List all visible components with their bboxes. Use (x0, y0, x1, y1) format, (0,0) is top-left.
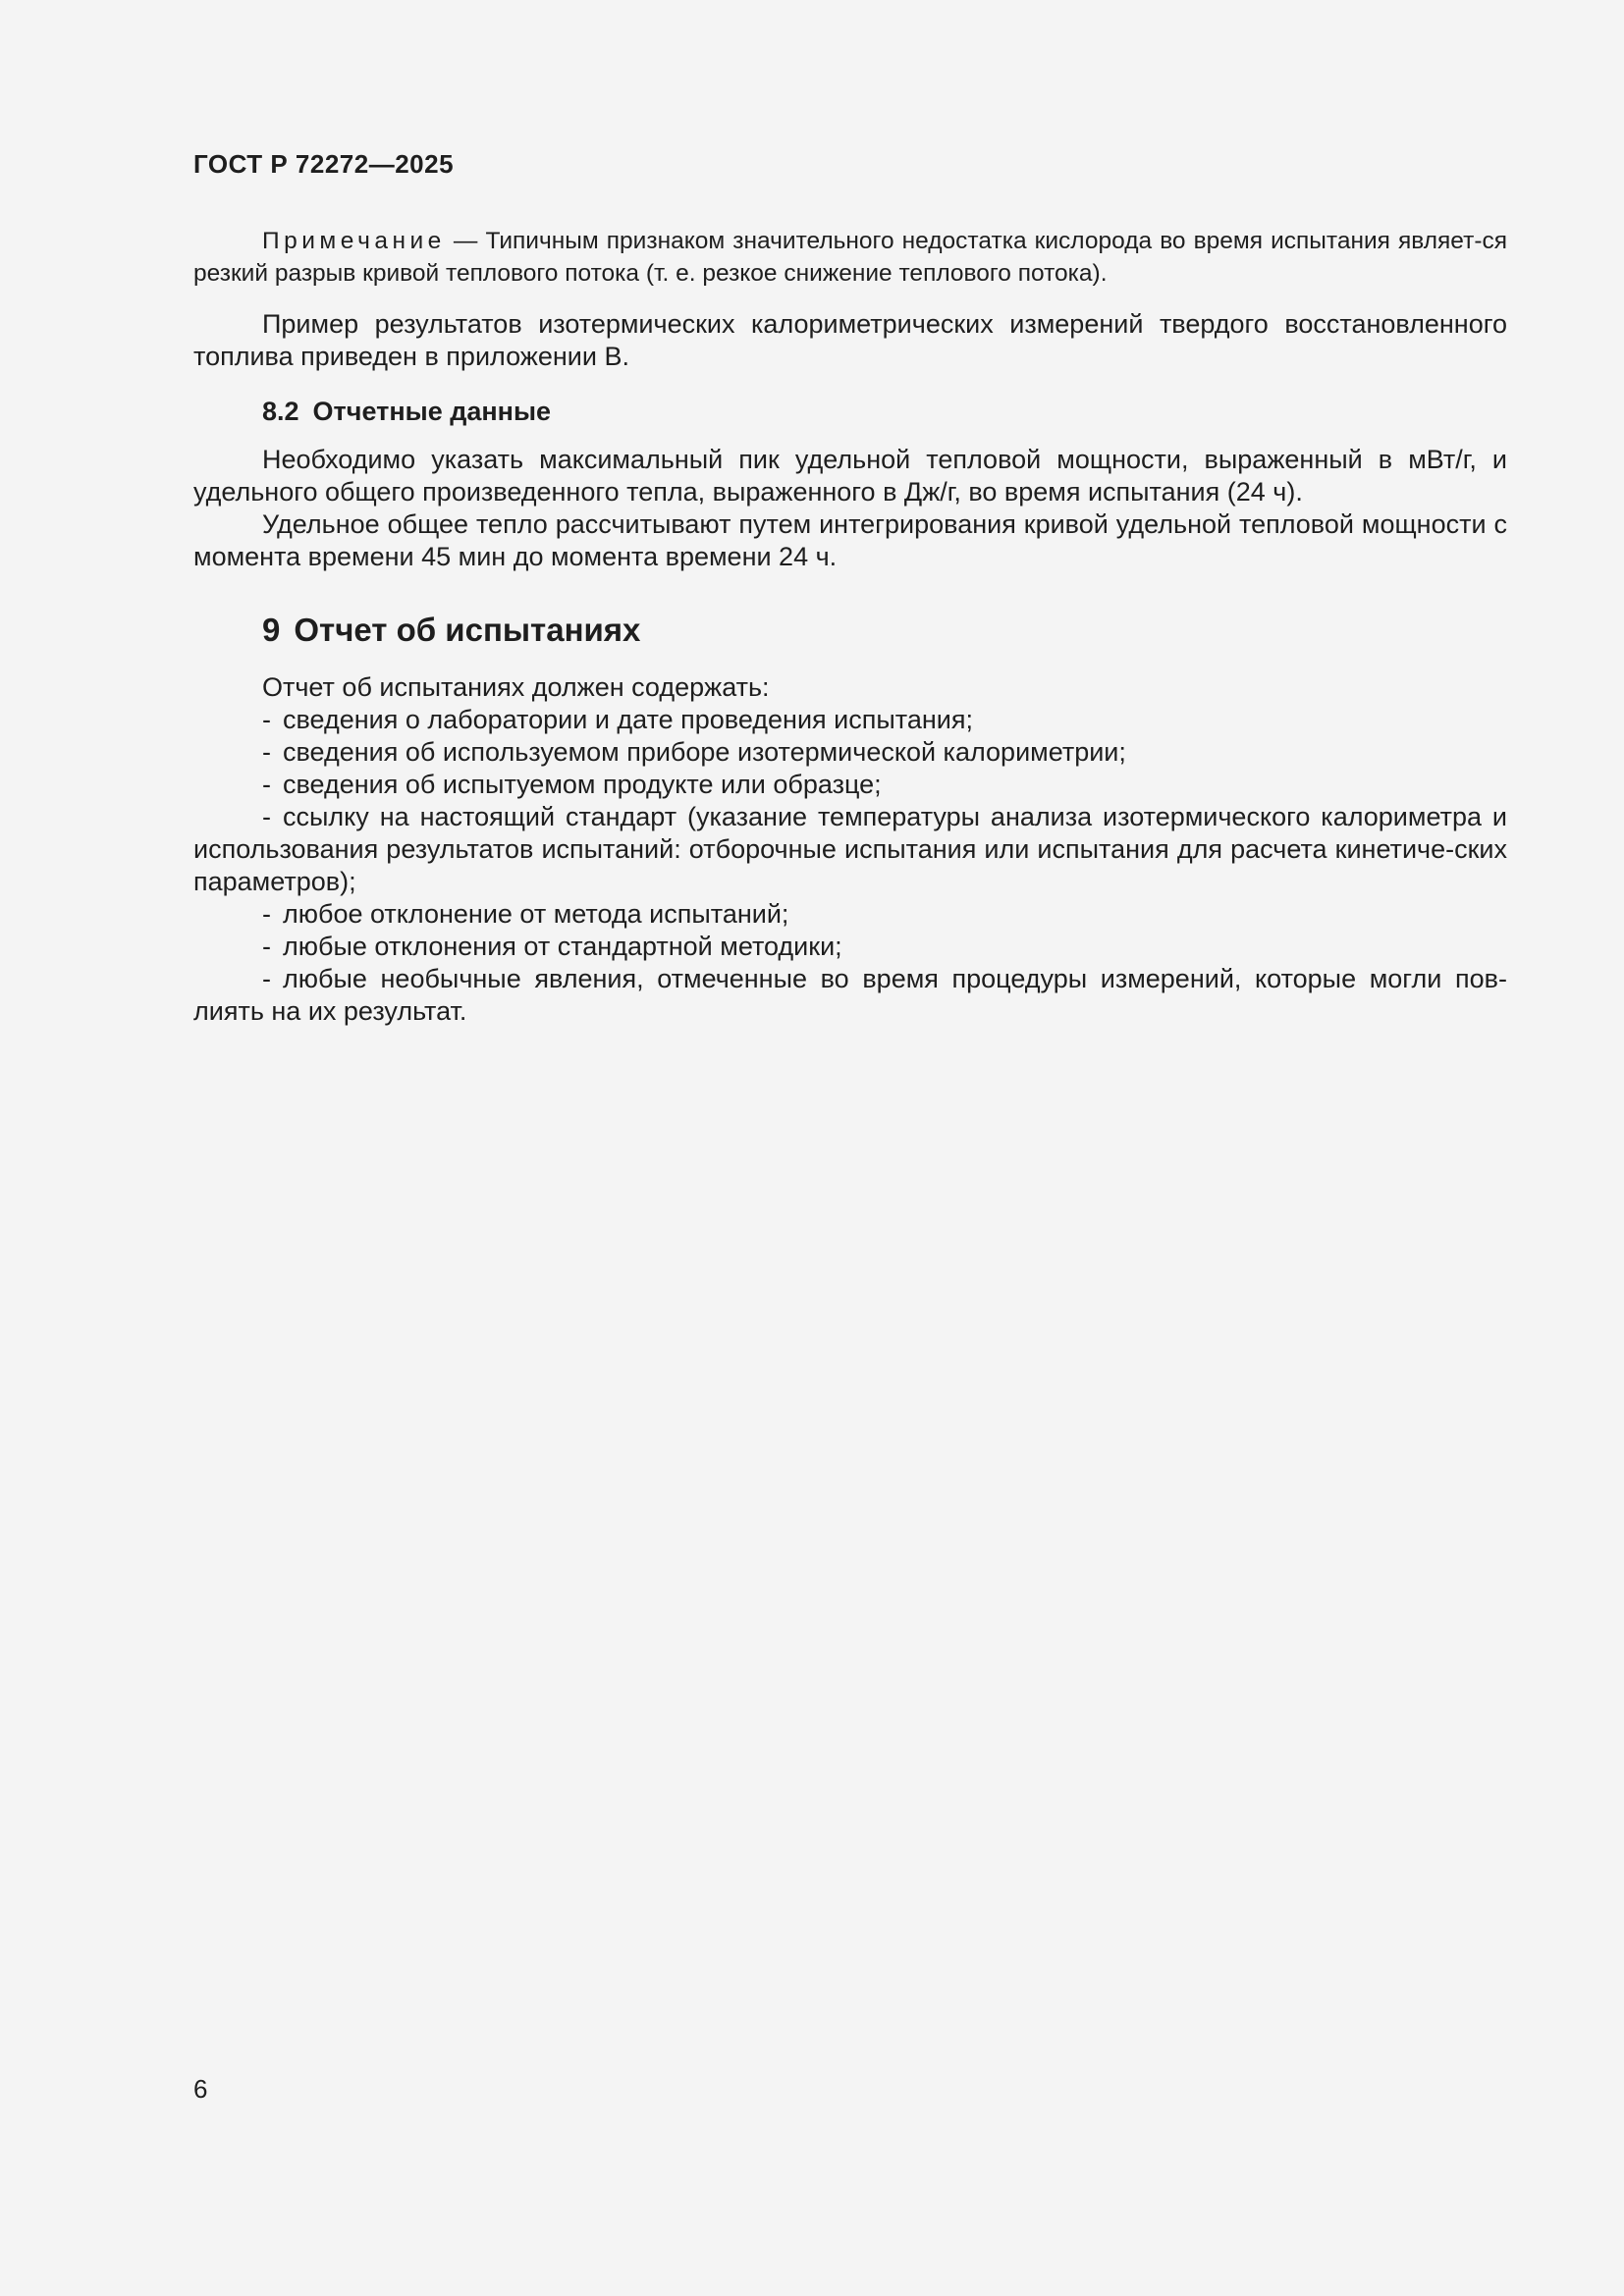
list-item (193, 704, 1507, 736)
list-item (193, 931, 1507, 963)
page-number: 6 (193, 2074, 208, 2104)
section-title: Отчет об испытаниях (294, 612, 641, 648)
note-label: Примечание (262, 228, 446, 254)
section-heading (262, 611, 1507, 650)
list-item-text: сведения об используемом приборе изотермической калориметрии; (283, 737, 1126, 767)
section-number: 9 (262, 612, 281, 648)
list-item-text: сведения о лаборатории и дате проведения испытания; (283, 705, 973, 734)
list-item-text: любые необычные явления, отмеченные во время процедуры измерений, которые могли пов-лиять на их результат. (193, 964, 1507, 1026)
example-paragraph: Пример результатов изотермических калориметрических измерений твердого восстановленного топлива приведен в приложении В. (193, 309, 1507, 371)
list-item (193, 801, 1507, 898)
subsection-number: 8.2 (262, 397, 299, 426)
list-bullet: - (262, 964, 271, 993)
list-bullet: - (262, 737, 271, 767)
note-paragraph (193, 225, 1507, 290)
list-item-text: любое отклонение от метода испытаний; (283, 899, 789, 929)
list-item-text: любые отклонения от стандартной методики; (283, 932, 842, 961)
list-bullet: - (262, 932, 271, 961)
reporting-paragraph: Необходимо указать максимальный пик удельной тепловой мощности, выраженный в мВт/г, и удельного общего произведенного тепла, выраженного в Дж/г, во время испытания (24 ч). (193, 445, 1507, 507)
list-item (193, 769, 1507, 801)
list-item (193, 963, 1507, 1028)
document-header: ГОСТ Р 72272—2025 (193, 149, 455, 179)
list-bullet: - (262, 802, 271, 831)
note-text: — Типичным признаком значительного недостатка кислорода во время испытания являет-ся резкий разрыв кривой теплового потока (т. е. резкое снижение теплового потока). (193, 228, 1507, 287)
page-content (193, 147, 1507, 1028)
list-item-text: ссылку на настоящий стандарт (указание температуры анализа изотермического калориметра и использования результатов испытаний: отборочные испытания или испытания для расчета кинетиче-ских параметров); (193, 802, 1507, 896)
list-bullet: - (262, 705, 271, 734)
report-requirements-list (193, 704, 1507, 1028)
list-bullet: - (262, 770, 271, 799)
subsection-heading (262, 395, 1507, 428)
report-intro: Отчет об испытаниях должен содержать: (262, 672, 770, 702)
list-bullet: - (262, 899, 271, 929)
list-item (193, 898, 1507, 931)
list-item-text: сведения об испытуемом продукте или образце; (283, 770, 882, 799)
heat-calculation-paragraph: Удельное общее тепло рассчитывают путем интегрирования кривой удельной тепловой мощности с момента времени 45 мин до момента времени 24 ч. (193, 509, 1507, 571)
subsection-title: Отчетные данные (312, 397, 552, 426)
list-item (193, 736, 1507, 769)
